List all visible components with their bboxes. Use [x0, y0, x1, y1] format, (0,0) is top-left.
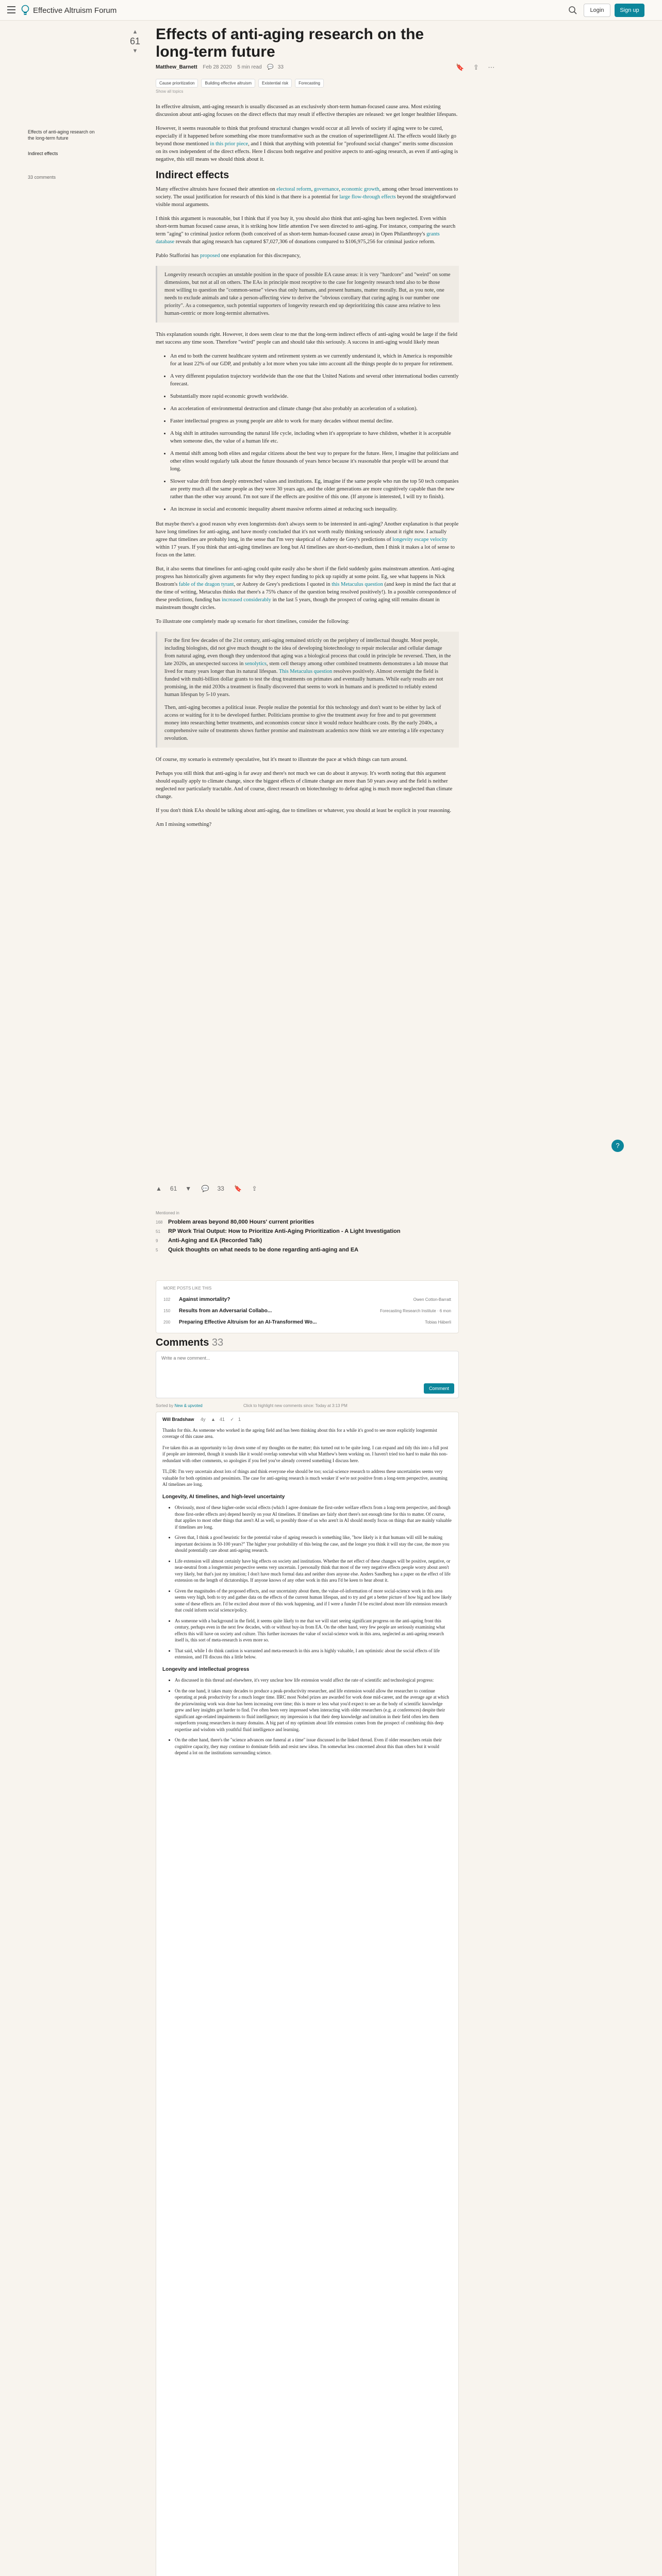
proposed-link[interactable]: proposed — [200, 253, 220, 259]
list-item[interactable]: 168 Problem areas beyond 80,000 Hours' current priorities — [156, 1219, 315, 1225]
post-title: Effects of anti-aging research on the long-term future — [156, 26, 424, 60]
funding-link[interactable]: increased considerably — [222, 597, 271, 603]
list-item[interactable]: 200 Preparing Effective Altruism for an AI-Transformed Wo... Tobias Häberli — [163, 1319, 451, 1325]
read-time: 5 min read — [237, 64, 262, 70]
paragraph: I think this argument is reasonable, but I think that if you buy it, you should also think that anti-aging has been neglected. Even within short-term human focused cause areas, it is striking how little attention I've seen directed to anti-aging. For instance, comparing the search term "aging" to criminal justice reform (both conceived of as short-term human-focused cause areas) in Open Philanthropy's grants database reveals that aging research has captured $7,027,306 of donations compared to $106,975,256 for criminal justice reform. — [156, 216, 456, 245]
electoral-reform-link[interactable]: electoral reform — [276, 187, 311, 192]
comments-heading: Comments 33 — [156, 1337, 224, 1348]
senolytics-link[interactable]: senolytics — [245, 661, 267, 667]
meta-comment-count[interactable]: 33 — [277, 64, 284, 70]
list-item: • A very different population trajectory worldwide than the one that the United Nations and several other international bodies currently forecast. — [170, 372, 459, 388]
list-item: • An end to both the current healthcare system and retirement system as we currently understand it, which in America is responsible for at least 22% of our GDP, and probably a lot more when you take into account all the things people do to prepare for retirement. — [170, 352, 459, 368]
paragraph: Many effective altruists have focused their attention on electoral reform, governance, economic growth, among other broad interventions to society. The usual justification for research of this kind is that there is a potential for large flow-through effects beyond the straightforward visible moral arguments. — [156, 187, 458, 208]
list-item: • An increase in social and economic inequality absent massive reforms aimed at reducing such inequality. — [170, 505, 459, 513]
mentioned-in — [156, 1211, 459, 1256]
scenario-blockquote: For the first few decades of the 21st century, anti-aging remained strictly on the periphery of intellectual thought. Most people, including biologists, did not give much thought to the idea of developing biotechnology to repair molecular and cellular damage from natural aging, even though they understood that aging was a biological process that could in principle be reversed. Then, in the late 2020s, an unexpected success in senolytics, stem cell therapy among other combined treatments demonstrates a lab mouse that lived for many years longer than its natural lifespan. This Metaculus question resolves positively. Almost overnight the field is funded with multi-billion dollar grants to test the drug treatments on primates and eventually humans. While early results are not promising, in the mid 2030s a treatment is finally discovered that seems to work in humans and is predicted to reliably extend human lifespan by 5-10 years. Then, anti-aging becomes a political issue. People realize the potential for this technology and don't want to be either by lack of access or waiting for it to be developed further. Politicians promise to give the treatment away for free and to put government money into researching better treatments, and economists concur since it would reduce healthcare costs. By the early 2040s, a comprehensive suite of treatments shows further promise and mainstream academics now think we are entering a life expectancy revolution. — [156, 632, 459, 748]
lightbulb-logo-icon[interactable] — [21, 5, 30, 16]
list-item[interactable]: 51 RP Work Trial Output: How to Prioritize Anti-Aging Prioritization - A Light Investigation — [156, 1228, 401, 1234]
post-score: 61 — [129, 36, 141, 46]
tag-building-ea[interactable]: Building effective altruism — [201, 79, 255, 88]
mentioned-label: Mentioned in — [156, 1211, 179, 1215]
list-item[interactable]: 102 Against immortality? Owen Cotton-Barratt — [163, 1296, 451, 1302]
paragraph: But maybe there's a good reason why even longtermists don't always seem to be interested in anti-aging? Another explanation is that people have long timelines for anti-aging, and have mostly concluded that it's not worth really thinking seriously about it right now. I actually agree that timelines are probably long, in the sense that I'm very skeptical of Aubrey de Grey's predictions of longevity escape velocity within 17 years. If you think that anti-aging timelines are long but AI timelines are short-to-medium, then I think it makes a lot of sense to focus on the latter. — [156, 521, 459, 558]
paragraph: Of course, my scenario is extremely speculative, but it's meant to illustrate the pace at which things can turn around. — [156, 757, 408, 762]
comment-upvote-icon[interactable]: ▲ — [210, 1417, 216, 1422]
list-item: • Given the magnitudes of the proposed effects, and our uncertainty about them, the value-of-information of more social-science work in this area seems very high, both to try and gather data on the effects of the current human lifespan, and to try and get a better picture of how big and how likely some of these effects are. I'd be excited about more of this work happening, and if I were a funder I'd be excited about more life extension research that could inform social science/policy. — [175, 1588, 452, 1614]
comments-count: 33 — [211, 1337, 224, 1348]
paragraph: In effective altruism, anti-aging research is usually discussed as an exclusively short-term human-focused cause area. Most existing discussion about anti-aging focuses on the direct effects that may result if effective therapies are released: we get longer healthier lifespans. — [156, 104, 458, 117]
comment-subheading: Longevity, AI timelines, and high-level uncertainty — [162, 1494, 285, 1500]
comment-author[interactable]: Will Bradshaw — [162, 1417, 194, 1422]
paragraph: Perhaps you still think that anti-aging is far away and there's not much we can do about it anyway. It's worth noting that this argument should equally apply to climate change, since the biggest effects of climate change are more than 50 years away and the field is neither neglected nor particularly tractable. And of course, direct research on biotechnology to defeat aging is much more neglected than climate change. — [156, 771, 453, 800]
signup-button[interactable]: Sign up — [615, 4, 644, 17]
post-date: Feb 28 2020 — [203, 64, 232, 70]
hamburger-menu-icon[interactable] — [7, 6, 15, 13]
tag-forecasting[interactable]: Forecasting — [295, 79, 324, 88]
comment-age: 4y — [200, 1417, 206, 1422]
dragon-tyrant-link[interactable]: fable of the dragon tyrant — [178, 582, 234, 587]
post-footer — [156, 1185, 459, 1192]
tag-list — [156, 79, 324, 88]
comment-karma: 41 — [219, 1417, 225, 1422]
list-item: • A mental shift among both elites and regular citizens about the best way to prepare for the future. Here, I imagine that politicians and other elites would regularly talk about the future thousands of years hence because it's reasonable that people will be around that long. — [170, 450, 459, 473]
list-item: • A big shift in attitudes surrounding the natural life cycle, including when it's appropriate to have children, whether it is acceptable when someone dies, the value of a human life etc. — [170, 430, 459, 445]
grants-database-link[interactable]: grants database — [156, 231, 440, 245]
comment: Will Bradshaw 4y ▲ 41 ✓ 1 Thanks for this. As someone who worked in the ageing field and has been thinking about this for a while it's good to see more explicitly longtermist coverage of this cause area. I've taken this as an opportunity to lay down some of my thoughts on the matter; this turned out to be quite long. I can expand and tidy this into a full post if people are interested, though it sounds like it would overlap somewhat with what Matthew's been working on. I haven't tried too hard to make this non-redundant with other comments, so apologies if you feel you've already covered something I discuss here. TL;DR: I'm very uncertain about lots of things and think everyone else should be too; social-science research to address these uncertainties seems very valuable for both optimists and pessimists. The case for anti-ageing research is much weaker if we're not positive from a long-term perspective, assuming AI timelines are long. Longevity, AI timelines, and high-level uncertainty • Obviously, most of these higher-order social effects (which I agree dominate the first-order welfare effects from a long-term perspective, and though those first-order effects are) depend heavily on your AI timelines. If timelines are fairly short there's not enough time for this to matter. Of course, that applies to most other things that aren't AI as well, so possibly those of us who aren't in AI should mostly focus on things that are mainly valuable if timelines are long. • Given that, I think a good heuristic for the potential value of ageing research is something like, "how likely is it that humans will still be making important decisions in 50-100 years?" The higher your probability of this being the case, and the longer you think it will stay the case, the more you should potentially care about anti-ageing research. • Life extension will almost certainly have big effects on society and institutions. Whether the net effect of these changes will be positive, negative, or near-neutral from a longtermist perspective seems very uncertain. I personally think that most of the very negative effects people worry about aren't very likely, but that's just my intuition; I don't have much formal data and neither does anyone else. Anders Sandberg has a paper on the effect of life extension on the length of dictatorships. If anyone knows of any other work in this area I'd be keen to hear about it. • Given the magnitudes of the proposed effects, and our uncertainty about them, the value-of-information of more social-science work in this area seems very high, both to try and gather data on the effects of the current human lifespan, and to try and get a better picture of how big and how likely some of these effects are. I'd be excited about more of this work happening, and if I were a funder I'd be excited about more life extension research that could inform social science/policy. • As someone with a background in the field, it seems quite likely to me that we will start seeing significant progress on the anti-ageing front this century, perhaps even in the next few decades, with or without buy-in from EA. On the other hand, very few people are seriously examining what effects this will have on society and culture. This further increases the value of social-science work in this area, neglected as anti-ageing research itself is, this sort of meta-research is even more so. • That said, while I do think caution is warranted and meta-research in this area is highly valuable, I am optimistic about the social effects of life extension, and I'll discuss this a little below. Longevity and intellectual progress • As discussed in this thread and elsewhere, it's very unclear how life extension would affect the rate of scientific and technological progress: • On the one hand, it takes many decades to produce a peak-productivity researcher, and life extension would allow the researcher to continue operating at peak productivity for a much longer time. IIRC most Nobel prizes are awarded for work done mid-career, and the average age at which the prizewinning work was done has been increasing over time; this is more or less what you'd expect to see as the body of scientific knowledge grew and key insights got harder to find. I've often been very impressed when interacting with older researchers (e.g. at conferences) despite their significant age-related impairments to fluid intelligence; my impression is that their deep knowledge and intuition in their field often lets them outperform young researchers in many domains. A big part of my optimism about life extension comes from the prospect of combining this deep expertise and wisdom with youthful fluid intelligence and learning. • On the other hand, there's the "science advances one funeral at a time" issue discussed in the linked thread. Even if older researchers retain their cognitive capacity, they may continue to dominate fields and resist new ideas. I'm somewhat less concerned about this than others but it would depend a lot on the institutions surrounding science. — [156, 1412, 459, 2576]
blockquote: Longevity research occupies an unstable position in the space of possible EA cause areas: it is very "hardcore" and "weird" on some dimensions, but not at all on others. The EAs in principle most receptive to the case for longevity research tend also to be those most willing to question the "common-sense" views that only humans, and present humans, matter morally. But, as you note, one needs to exclude animals and take a person-affecting view to derive the "obvious corollary that curing aging is our number one priority". As a consequence, such potential supporters of longevity research end up deprioritizing this cause area relative to less human-centric or more long-termist alternatives. — [156, 266, 459, 323]
login-button[interactable]: Login — [584, 4, 610, 17]
share-icon[interactable]: ⇪ — [473, 63, 479, 71]
section-heading-indirect-effects: Indirect effects — [156, 170, 229, 181]
comment-count-icon[interactable]: 💬 — [267, 64, 274, 70]
more-options-icon[interactable]: ⋯ — [488, 63, 495, 71]
comment-header — [162, 1416, 452, 1423]
post-meta — [156, 64, 288, 70]
list-item: • As discussed in this thread and elsewhere, it's very unclear how life extension would affect the rate of scientific and technological progress: — [175, 1677, 452, 1684]
footer-upvote-icon[interactable]: ▲ — [156, 1185, 162, 1192]
metaculus-question-link[interactable]: This Metaculus question — [279, 669, 333, 674]
comment-subheading: Longevity and intellectual progress — [162, 1666, 250, 1672]
post-actions — [449, 63, 494, 72]
paragraph: But, it also seems that timelines for anti-aging could quite easily also be short if the field suddenly gains mainstream attention. Anti-aging progress has historically given arguments for why they expect funding to pick up rapidly at some point. Eg, see what happens in Nick Bostrom's fable of the dragon tyrant, or Aubrey de Grey's predictions I quoted in this Metaculus question (and keep in mind the fact that at the time of writing, Metaculus thinks that there's a 75% chance of the question being resolved positively!). In a possible correspondence of these predictions, funding has increased considerably in the last 5 years, though the prospect of curing aging still remains distant in mainstream thought circles. — [156, 566, 457, 611]
comment-agree: 1 — [238, 1417, 241, 1422]
paragraph: However, it seems reasonable to think that profound structural changes would occur at all levels of society if aging were to be cured, especially if it happened before something else more transformative such as the creation of superintelligent AI. The effects would likely go beyond those mentioned in this prior piece, and I think that anything with potential for "profound social changes" merits some discussion on its own independent of the direct effects. Here I discuss both negative and positive aspects to anti-aging research, as even if anti-aging is negative, this still means we should think about it. — [156, 126, 458, 162]
list-item: • That said, while I do think caution is warranted and meta-research in this area is highly valuable, I am optimistic about the social effects of life extension, and I'll discuss this a little below. — [175, 1648, 452, 1660]
post-body — [156, 103, 459, 835]
toc-item-indirect-effects[interactable]: Indirect effects — [28, 151, 58, 156]
show-all-topics-link[interactable]: Show all topics — [156, 89, 184, 94]
list-item[interactable]: 5 Quick thoughts on what needs to be done regarding anti-aging and EA — [156, 1247, 359, 1253]
paragraph: If you don't think EAs should be talking about anti-aging, due to timelines or whatever, you should at least be explicit in your reasoning. — [156, 808, 452, 814]
list-item: • Slower value drift from deeply entrenched values and institutions. Eg, imagine if the same people who run the top 50 tech companies are pretty much all the same people as they were 30 years ago, and the older generations are more cognitively capable than the new rather than the other way around. I'm not sure if the effects are positive of this one. (If anyone is interested, I will try to finish). — [170, 478, 459, 501]
search-icon[interactable] — [568, 6, 577, 15]
agree-check-icon[interactable]: ✓ — [230, 1417, 234, 1422]
list-item: • Given that, I think a good heuristic for the potential value of ageing research is something like, "how likely is it that humans will still be making important decisions in 50-100 years?" The higher your probability of this being the case, and the longer you think it will stay the case, the more you should potentially care about anti-ageing research. — [175, 1534, 452, 1554]
paragraph: Am I missing something? — [156, 822, 212, 827]
new-comment-box — [156, 1351, 459, 1398]
list-item: • Substantially more rapid economic growth worldwide. — [170, 393, 459, 400]
escape-velocity-link[interactable]: longevity escape velocity — [392, 537, 448, 543]
tag-cause-prioritization[interactable]: Cause prioritization — [156, 79, 198, 88]
highlight-new-hint[interactable]: Click to highlight new comments since: Today at 3:13 PM — [243, 1403, 347, 1408]
table-of-contents — [28, 129, 100, 180]
footer-comment-count[interactable]: 33 — [217, 1185, 224, 1192]
new-comment-input[interactable] — [156, 1351, 458, 1382]
downvote-icon[interactable]: ▼ — [132, 48, 138, 54]
list-item[interactable]: 9 Anti-Aging and EA (Recorded Talk) — [156, 1238, 262, 1244]
upvote-icon[interactable]: ▲ — [132, 29, 138, 35]
submit-comment-button[interactable]: Comment — [424, 1383, 454, 1394]
metaculus-link[interactable]: this Metaculus question — [332, 582, 383, 587]
paragraph: Pablo Stafforini has proposed one explanation for this discrepancy, — [156, 253, 301, 259]
economic-growth-link[interactable]: economic growth — [341, 187, 379, 192]
bookmark-icon[interactable]: 🔖 — [456, 63, 465, 71]
list-item[interactable]: 150 Results from an Adversarial Collabo... Forecasting Research Institute · 6 mon — [163, 1308, 451, 1314]
footer-downvote-icon[interactable]: ▼ — [185, 1185, 192, 1192]
paragraph: To illustrate one completely made up scenario for short timelines, consider the following: — [156, 619, 350, 624]
list-item: • Faster intellectual progress as young people are able to work for many decades without mental decline. — [170, 417, 459, 425]
site-name[interactable]: Effective Altruism Forum — [33, 6, 117, 15]
flow-through-link[interactable]: large flow-through effects — [339, 194, 396, 200]
post-author[interactable]: Matthew_Barnett — [156, 64, 197, 70]
more-posts-label: MORE POSTS LIKE THIS — [163, 1286, 212, 1291]
tldr: TL;DR: I'm very uncertain about lots of things and think everyone else should be too; social-science research to address these uncertainties seems very valuable for both optimists and pessimists. The case for anti-ageing research is much weaker if we're not positive from a long-term perspective, assuming AI timelines are long. — [162, 1469, 448, 1487]
list-item: • On the one hand, it takes many decades to produce a peak-productivity researcher, and life extension would allow the researcher to continue operating at peak productivity for a much longer time. IIRC most Nobel prizes are awarded for work done mid-career, and the average age at which the prizewinning work was done has been increasing over time; this is more or less what you'd expect to see as the body of scientific knowledge grew and key insights got harder to find. I've often been very impressed when interacting with older researchers (e.g. at conferences) despite their significant age-related impairments to fluid intelligence; my impression is that their deep knowledge and intuition in their field often lets them outperform young researchers in many domains. A big part of my optimism about life extension comes from the prospect of combining this deep expertise and wisdom with youthful fluid intelligence and learning. — [175, 1688, 452, 1733]
vote-widget — [127, 29, 143, 54]
more-posts-like-this — [156, 1280, 459, 1333]
sort-select[interactable]: New & upvoted — [174, 1403, 203, 1408]
toc-title[interactable]: Effects of anti-aging research on the long-term future — [28, 129, 95, 141]
footer-share-icon[interactable]: ⇪ — [252, 1185, 257, 1192]
list-item: • An acceleration of environmental destruction and climate change (but also probably an acceleration of a solution). — [170, 405, 459, 413]
prior-piece-link[interactable]: in this prior piece — [210, 141, 249, 147]
paragraph: This explanation sounds right. However, it does seem clear to me that the long-term indirect effects of anti-aging would be large if the field met success any time soon. Therefore "weird" people can and should take this seriously. A success in anti-aging would likely mean — [156, 332, 457, 345]
list-item: • Life extension will almost certainly have big effects on society and institutions. Whether the net effect of these changes will be positive, negative, or near-neutral from a longtermist perspective seems very uncertain. I personally think that most of the very negative effects people worry about aren't very likely, but that's just my intuition; I don't have much formal data and neither does anyone else. Anders Sandberg has a paper on the effect of life extension on the length of dictatorships. If anyone knows of any other work in this area I'd be keen to hear about it. — [175, 1558, 452, 1584]
footer-bookmark-icon[interactable]: 🔖 — [234, 1185, 242, 1192]
tag-existential-risk[interactable]: Existential risk — [258, 79, 292, 88]
list-item: • On the other hand, there's the "science advances one funeral at a time" issue discussed in the linked thread. Even if older researchers retain their cognitive capacity, they may continue to dominate fields and resist new ideas. I'm somewhat less concerned about this than others but it would depend a lot on the institutions surrounding science. — [175, 1737, 452, 1756]
list-item: • Obviously, most of these higher-order social effects (which I agree dominate the first-order welfare effects from a long-term perspective, and though those first-order effects are) depend heavily on your AI timelines. If timelines are fairly short there's not enough time for this to matter. Of course, that applies to most other things that aren't AI as well, so possibly those of us who aren't in AI should mostly focus on things that are mainly valuable if timelines are long. — [175, 1504, 452, 1530]
top-bar — [0, 0, 662, 21]
effects-list — [170, 352, 459, 513]
sort-row: Sorted by New & upvoted Click to highlight new comments since: Today at 3:13 PM — [156, 1403, 347, 1408]
help-chat-icon[interactable]: ? — [611, 1140, 624, 1152]
footer-comment-icon[interactable]: 💬 — [201, 1185, 209, 1192]
list-item: • As someone with a background in the field, it seems quite likely to me that we will start seeing significant progress on the anti-ageing front this century, perhaps even in the next few decades, with or without buy-in from EA. On the other hand, very few people are seriously examining what effects this will have on society and culture. This further increases the value of social-science work in this area, neglected as anti-ageing research itself is, this sort of meta-research is even more so. — [175, 1618, 452, 1643]
governance-link[interactable]: governance — [313, 187, 339, 192]
footer-score: 61 — [170, 1185, 177, 1192]
toc-comments-link[interactable]: 33 comments — [28, 175, 56, 180]
